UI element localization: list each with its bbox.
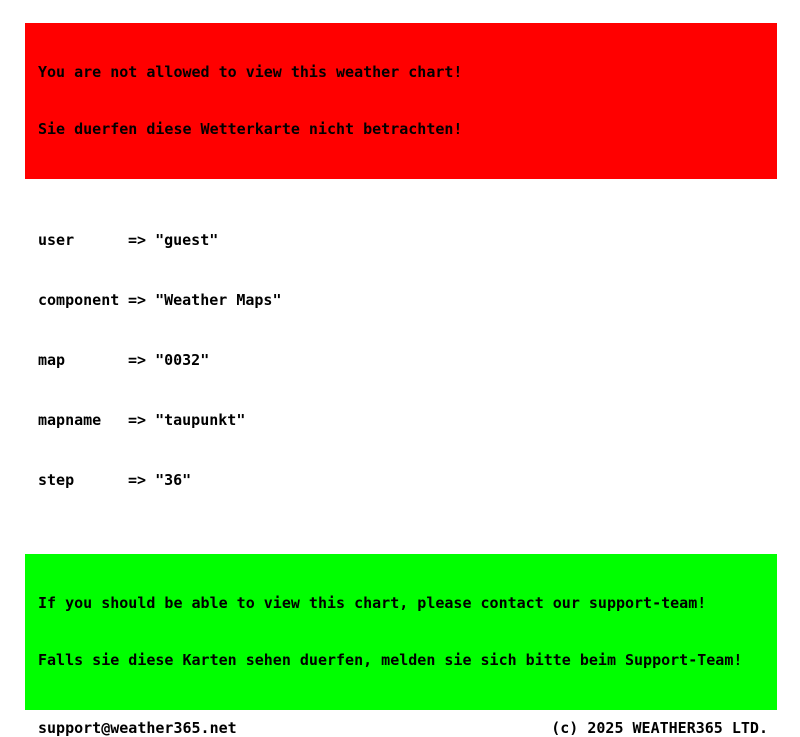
detail-key: user [38,231,75,249]
footer [25,710,777,736]
detail-arrow: => [128,291,147,309]
request-details [38,190,777,530]
support-info-banner [25,554,777,710]
detail-value: "36" [155,471,192,489]
detail-row-user [38,230,777,250]
support-info-text-de: Falls sie diese Karten sehen duerfen, melden sie sich bitte beim Support-Team! [38,651,743,669]
access-denied-text-en: You are not allowed to view this weather chart! [38,63,463,81]
detail-key: map [38,351,66,369]
access-denied-text-de: Sie duerfen diese Wetterkarte nicht betrachten! [38,120,463,138]
detail-key: component [38,291,120,309]
error-page [25,23,777,736]
detail-arrow: => [128,231,147,249]
detail-value: "Weather Maps" [155,291,282,309]
detail-key: mapname [38,411,102,429]
detail-key: step [38,471,75,489]
detail-value: "guest" [155,231,219,249]
detail-arrow: => [128,411,147,429]
support-email: support@weather365.net [38,719,237,737]
detail-row-mapname [38,410,777,430]
detail-row-map [38,350,777,370]
support-info-text-en: If you should be able to view this chart, please contact our support-team! [38,594,707,612]
access-denied-banner [25,23,777,179]
copyright-notice: (c) 2025 WEATHER365 LTD. [551,719,768,737]
detail-value: "taupunkt" [155,411,246,429]
detail-arrow: => [128,351,147,369]
detail-arrow: => [128,471,147,489]
detail-row-step [38,470,777,490]
detail-value: "0032" [155,351,210,369]
detail-row-component [38,290,777,310]
